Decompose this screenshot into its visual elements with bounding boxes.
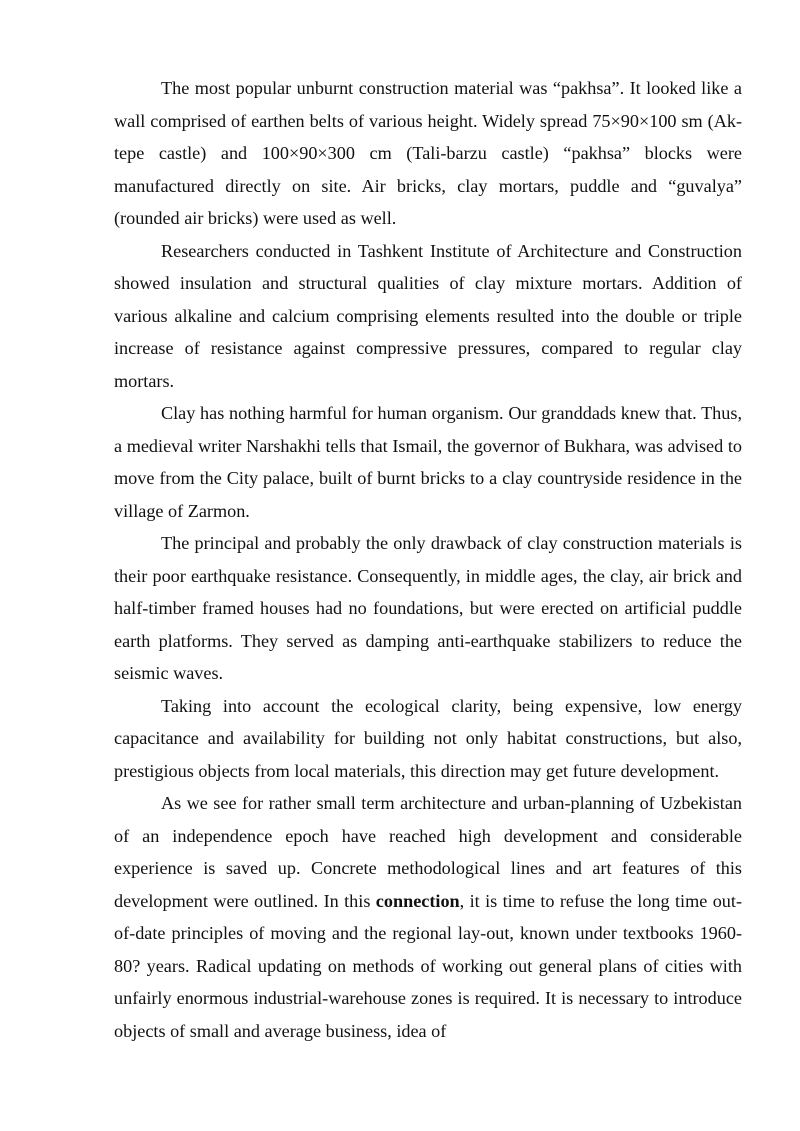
paragraph-clay-health: Clay has nothing harmful for human organism. Our granddads knew that. Thus, a medieval writer Narshakhi tells that Ismail, the governor of Bukhara, was advised to move from the City palace, built of burnt bricks to a clay countryside residence in the village of Zarmon. xyxy=(114,403,742,521)
paragraph-text-before: As we see for rather small term architecture and urban-planning of Uzbekistan of an independence epoch have reached high development and considerable experience is saved up. Concrete methodological lines and art features of this development were outlined. In this xyxy=(114,793,742,911)
paragraph-ecology: Taking into account the ecological clarity, being expensive, low energy capacitance and availability for building not only habitat constructions, but also, prestigious objects from local materials, this direction may get future development. xyxy=(114,695,742,781)
document-page xyxy=(114,72,742,1047)
paragraph-pakhsa: The most popular unburnt construction material was “pakhsa”. It looked like a wall comprised of earthen belts of various height. Widely spread 75×90×100 sm (Ak-tepe castle) and 100×90×300 cm (Tali-barzu castle) “pakhsa” blocks were manufactured directly on site. Air bricks, clay mortars, puddle and “guvalya” (rounded air bricks) were used as well. xyxy=(114,78,742,228)
paragraph-drawback: The principal and probably the only drawback of clay construction materials is their poor earthquake resistance. Consequently, in middle ages, the clay, air brick and half-timber framed houses had no foundations, but were erected on artificial puddle earth platforms. They served as damping anti-earthquake stabilizers to reduce the seismic waves. xyxy=(114,533,742,683)
paragraph-urban-planning xyxy=(114,787,742,1047)
paragraph-research: Researchers conducted in Tashkent Institute of Architecture and Construction showed insulation and structural qualities of clay mixture mortars. Addition of various alkaline and calcium comprising elements resulted into the double or triple increase of resistance against compressive pressures, compared to regular clay mortars. xyxy=(114,240,742,391)
bold-term: connection xyxy=(375,890,460,911)
paragraph-text-after: , it is time to refuse the long time out-of-date principles of moving and the regional lay-out, known under textbooks 1960-80? years. Radical updating on methods of working out general plans of cities with unfairly enormous industrial-warehouse zones is required. It is necessary to introduce objects of small and average business, idea of xyxy=(114,890,742,1041)
